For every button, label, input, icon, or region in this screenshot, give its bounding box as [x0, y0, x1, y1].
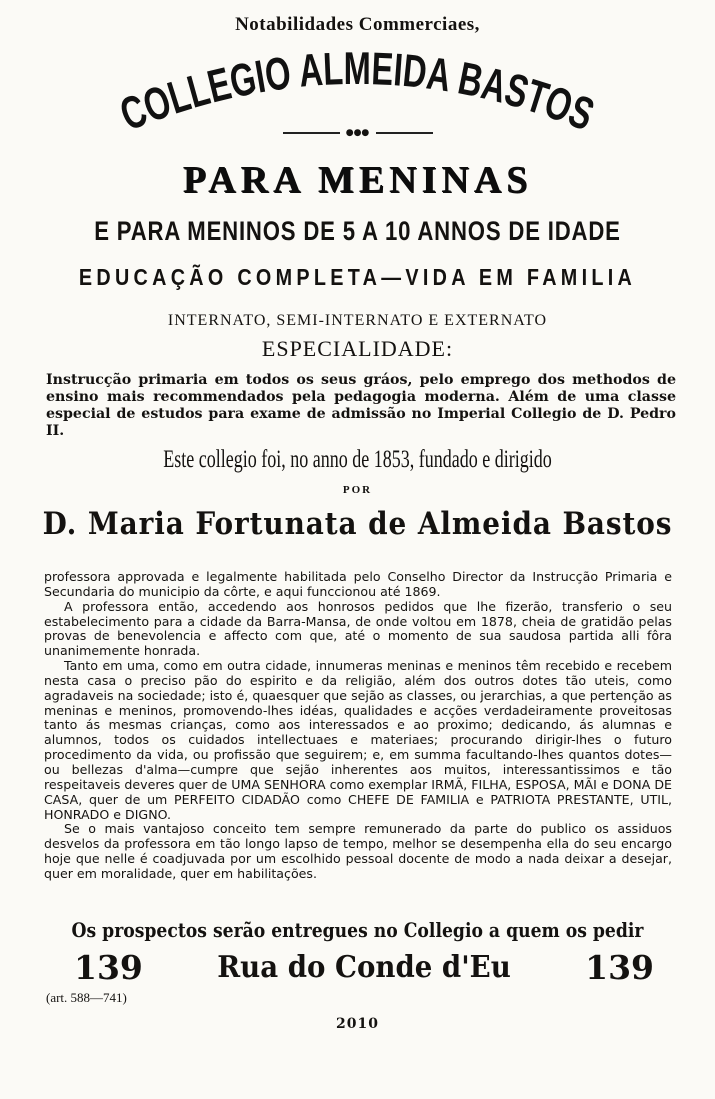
- address-row: [74, 948, 654, 992]
- street-name: Rua do Conde d'Eu: [217, 950, 511, 985]
- boarding-regimes-line: INTERNATO, SEMI-INTERNATO E EXTERNATO: [167, 312, 548, 329]
- body-paragraph: Tanto em uma, como em outra cidade, innumeras meninas e meninos têm recebido e recebem nesta casa o preciso pão do espirito e da religião, além dos outros dotes tão uteis, como agradaveis na sociedade; isto é, quaesquer que sejão as classes, ou jerarchias, a que pertenção as meninas e meninos, promovendo-lhes idéas, qualidades e acções verdadeiramente proveitosas tanto ás mesmas crianças, como aos interessados e ao proximo; dedicando, ás alumnas e alumnos, todos os cuidados intellectuaes e materiaes; procurando dirigir-lhes o futuro procedimento da vida, ou profissão que seguirem; e, em summa facultando-lhes quantos dotes—ou bellezas d'alma—cumpre que sejão inherentes aos muitos, interessantissimos e tão respeitaveis deveres quer de UMA SENHORA como exemplar IRMÃ, FILHA, ESPOSA, MÃI e DONA DE CASA, quer de um PERFEITO CIDADÃO como CHEFE DE FAMILIA e PATRIOTA PRESTANTE, UTIL, HONRADO e DIGNO.: [44, 658, 672, 822]
- ornament-divider: ●●●: [0, 128, 715, 138]
- page-number: 2010: [336, 1016, 379, 1032]
- founding-line: Este collegio foi, no anno de 1853, fundado e dirigido: [163, 446, 552, 473]
- founder-name: D. Maria Fortunata de Almeida Bastos: [42, 506, 673, 542]
- por-label: POR: [342, 484, 373, 496]
- street-number-left: 139: [74, 948, 143, 987]
- prospectus-notice: Os prospectos serão entregues no Collegio a quem os pedir: [71, 918, 644, 942]
- body-paragraph: A professora então, accedendo aos honrosos pedidos que lhe fizerão, transferio o seu estabelecimento para a cidade da Barra-Mansa, de onde voltou em 1878, cheia de gratidão pelas provas de benevolencia e affecto com que, até o momento de sua saudosa partida alli fôra unanimemente honrada.: [44, 598, 672, 659]
- college-title-text: [112, 48, 610, 144]
- for-girls-heading: PARA MENINAS: [182, 159, 533, 201]
- college-title-textpath: COLLEGIO ALMEIDA BASTOS: [112, 48, 610, 144]
- body-paragraph: professora approvada e legalmente habilitada pelo Conselho Director da Instrucção Primaria e Secundaria do municipio da côrte, e aqui funccionou até 1869.: [44, 569, 672, 599]
- article-reference: (art. 588—741): [46, 990, 127, 1005]
- street-number-right: 139: [585, 948, 654, 987]
- specialty-heading: ESPECIALIDADE:: [261, 336, 454, 361]
- section-kicker: Notabilidades Commerciaes,: [235, 14, 480, 35]
- education-line: EDUCAÇÃO COMPLETA—VIDA EM FAMILIA: [78, 264, 637, 290]
- body-paragraph: Se o mais vantajoso conceito tem sempre remunerado da parte do publico os assiduos desvelos da professora em tão longo lapso de tempo, melhor se desempenha ella do seu encargo hoje que nelle é coadjuvada por um escolhido pessoal docente de modo a nada deixar a desejar, quer em moralidade, quer em habilitações.: [44, 821, 672, 881]
- boys-age-line: E PARA MENINOS DE 5 A 10 ANNOS DE IDADE: [94, 216, 621, 246]
- body-text: [44, 570, 672, 882]
- instruction-paragraph: Instrucção primaria em todos os seus gráos, pelo emprego dos methodos de ensino mais recommendados pela pedagogia moderna. Além de uma classe especial de estudos para exame de admissão no Imperial Collegio de D. Pedro II.: [46, 372, 676, 439]
